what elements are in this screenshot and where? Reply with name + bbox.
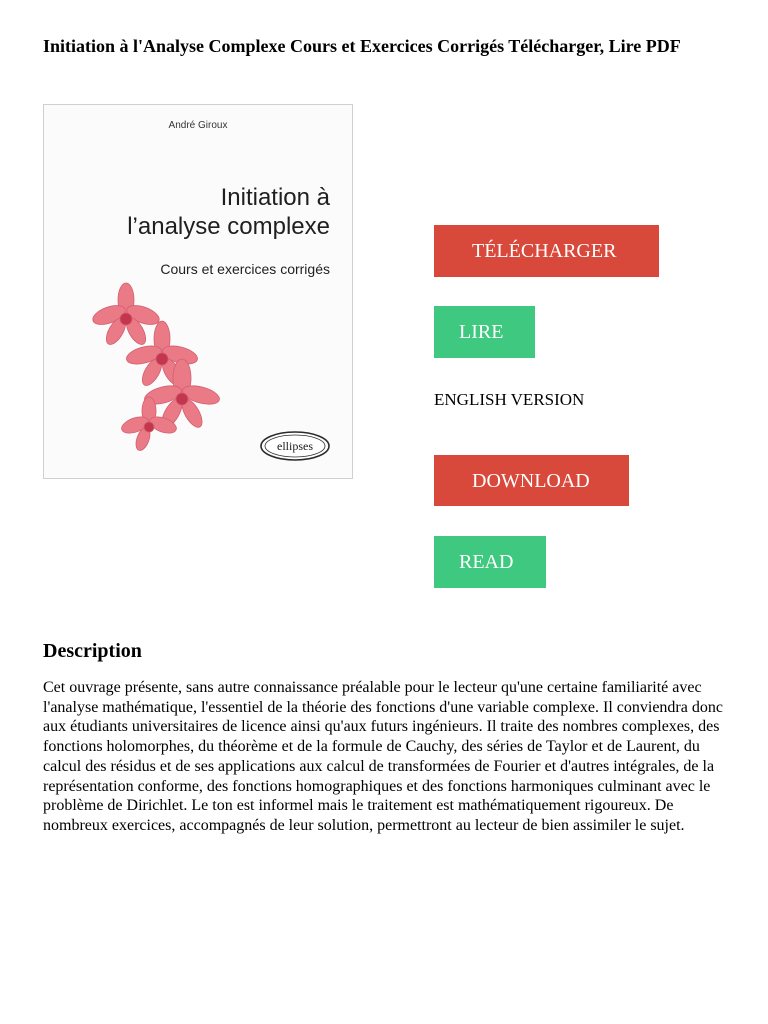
page-title: Initiation à l'Analyse Complexe Cours et Exercices Corrigés Télécharger, Lire PDF [43,36,681,56]
english-version-label: ENGLISH VERSION [434,390,585,409]
description-heading: Description [43,640,142,662]
description-text: Cet ouvrage présente, sans autre connaissance préalable pour le lecteur qu'une certaine familiarité avec l'analyse mathématique, l'essentiel de la théorie des fonctions d'une variable complexe. Il conviendra donc aux étudiants universitaires de licence ainsi qu'aux futurs ingénieurs. Il traite des nombres complexes, des fonctions holomorphes, du théorème et de la formule de Cauchy, des séries de Taylor et de Laurent, du calcul des résidus et de ses applications aux calcul de transformées de Fourier et d'autres intégrales, de la représentation conforme, des fonctions homographiques et des fonctions harmoniques culminant avec le problème de Dirichlet. Le ton est informel mais le traitement est mathématiquement rigoureux. De nombreux exercices, accompagnés de leur solution, permettront au lecteur de bien assimiler le sujet. [43,679,723,834]
cover-title-line2: l’analyse complexe [127,213,330,240]
lire-button[interactable]: LIRE [434,306,535,358]
cover-title [127,183,330,241]
publisher-name: ellipses [277,439,313,453]
download-button[interactable]: DOWNLOAD [434,455,629,506]
orchid-flowers-image [74,275,264,465]
publisher-logo [258,427,332,465]
read-button[interactable]: READ [434,536,546,588]
cover-subtitle: Cours et exercices corrigés [160,261,330,277]
telecharger-button[interactable]: TÉLÉCHARGER [434,225,659,277]
cover-title-line1: Initiation à [220,184,330,211]
cover-author: André Giroux [168,120,228,131]
book-cover [43,104,353,479]
